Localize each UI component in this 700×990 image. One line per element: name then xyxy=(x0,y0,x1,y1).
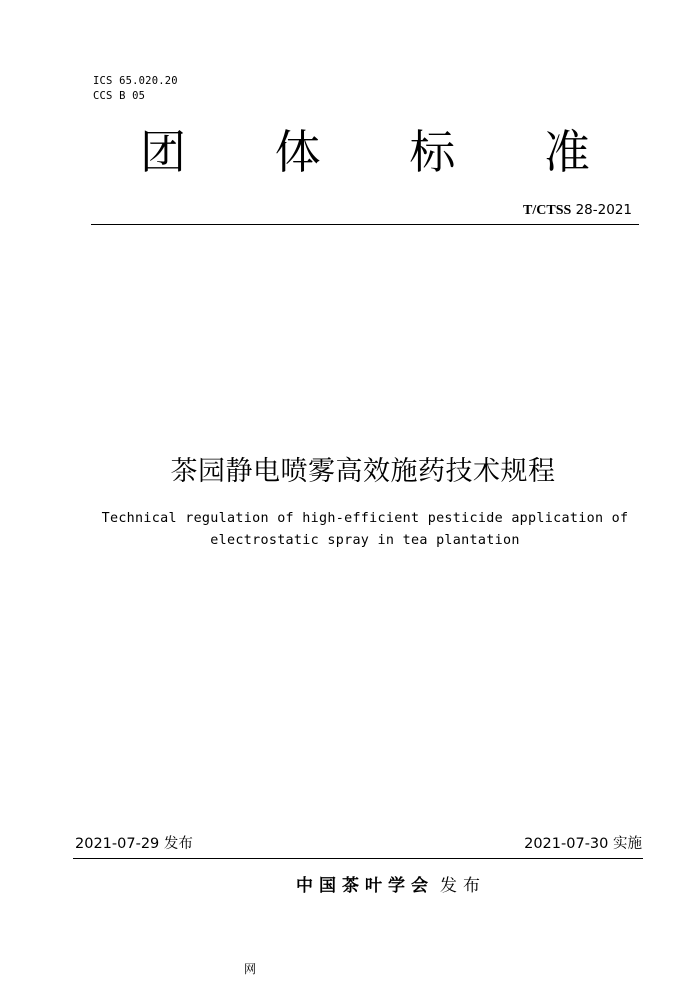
publish-date: 2021-07-29 发布 xyxy=(75,836,193,852)
publisher-action: 发布 xyxy=(440,876,486,896)
header-divider xyxy=(91,224,639,225)
standard-type-char: 体 xyxy=(274,125,321,179)
implement-date: 2021-07-30 实施 xyxy=(524,836,642,852)
ics-code: ICS 65.020.20 xyxy=(93,75,178,87)
standard-type-char: 准 xyxy=(543,125,590,179)
title-english-line: Technical regulation of high-efficient pesticide application of xyxy=(101,511,629,526)
title-english xyxy=(95,508,635,552)
standard-type-char: 标 xyxy=(409,125,456,179)
footer-mark: 网 xyxy=(244,962,257,976)
title-chinese: 茶园静电喷雾高效施药技术规程 xyxy=(170,456,556,487)
standard-type-heading xyxy=(120,122,610,182)
footer-divider xyxy=(73,858,643,859)
ccs-code: CCS B 05 xyxy=(93,90,146,102)
standard-number xyxy=(523,201,632,220)
standard-type-char: 团 xyxy=(140,125,186,179)
publisher-org: 中国茶叶学会 xyxy=(296,876,434,896)
classification-codes xyxy=(93,74,178,104)
standard-number-value: 28-2021 xyxy=(575,202,632,218)
standard-number-prefix: T/CTSS xyxy=(523,203,572,218)
title-english-line: electrostatic spray in tea plantation xyxy=(210,533,520,548)
publisher-line xyxy=(0,874,700,898)
